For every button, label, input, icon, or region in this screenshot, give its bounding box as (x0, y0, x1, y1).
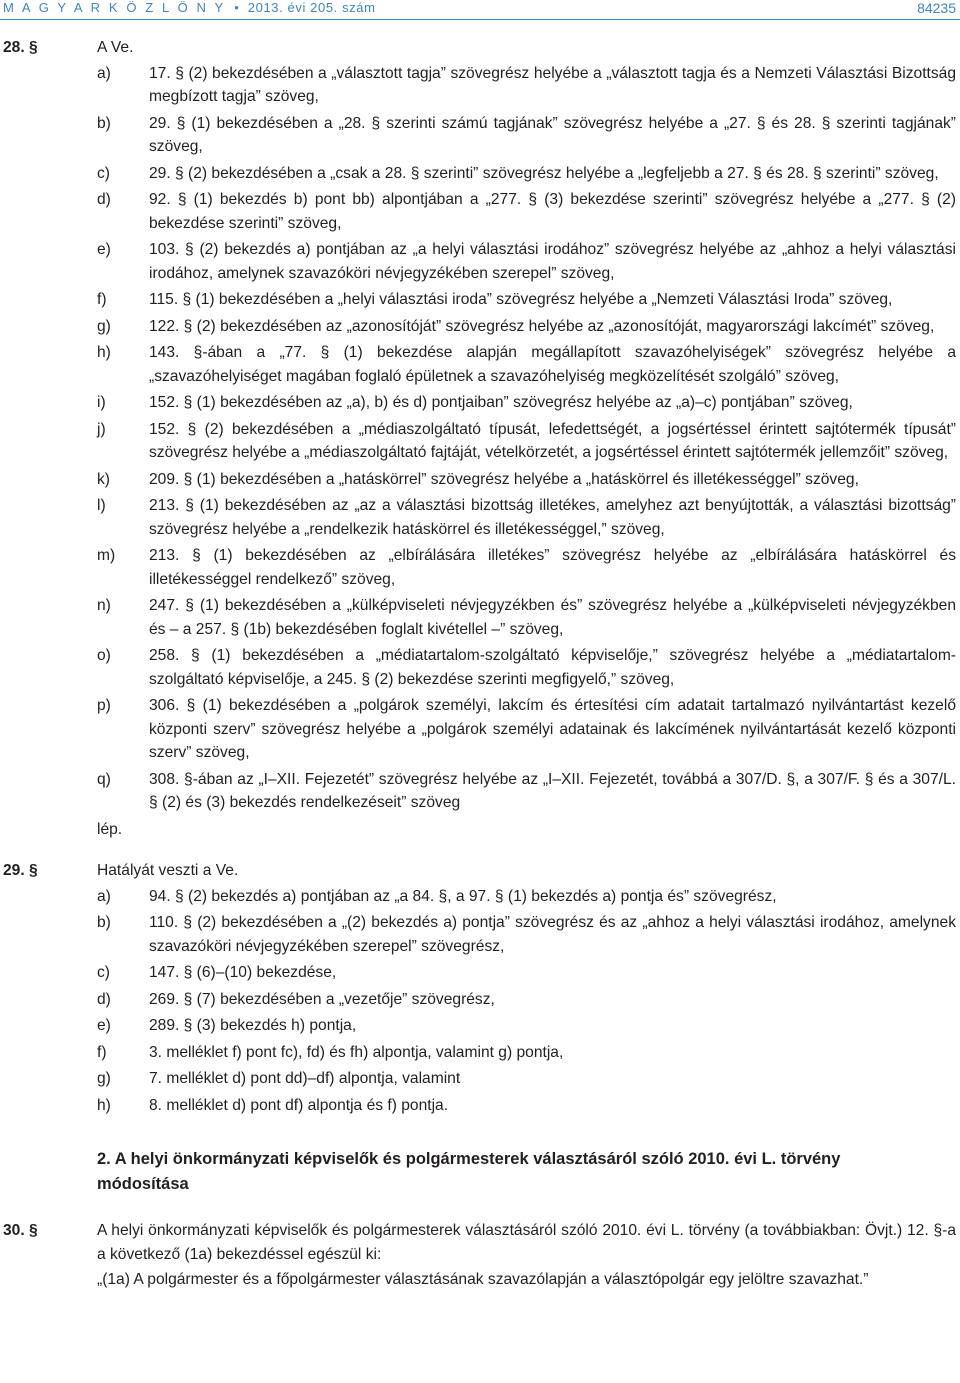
list-item (0, 112, 960, 159)
list-item-label: a) (97, 64, 111, 82)
list-item-text: 269. § (7) bekezdésében a „vezetője” szövegrész, (149, 990, 495, 1008)
section-30 (0, 1219, 960, 1292)
section-28-items (0, 62, 960, 815)
list-item-label: b) (97, 914, 111, 931)
list-item (0, 494, 960, 541)
list-item-label: j) (97, 420, 106, 438)
document-body (0, 36, 960, 1292)
list-item-text: 147. § (6)–(10) bekezdése, (149, 964, 337, 981)
section-number: 28. § (3, 39, 38, 56)
list-item (0, 694, 960, 765)
list-item (0, 594, 960, 641)
list-item-text: 92. § (1) bekezdés b) pont bb) alpontjában a „277. § (3) bekezdése szerinti” szövegrész helyébe a „277. § (2) bekezdése szerinti” szöveg, (149, 191, 956, 232)
header-separator: • (229, 0, 244, 15)
section-text: A helyi önkormányzati képviselők és polgármesterek választásáról szóló 2010. évi L. törvény (a továbbiakban: Övjt.) 12. §-a a következő (1a) bekezdéssel egészül ki: (97, 1222, 956, 1263)
list-item-text: 213. § (1) bekezdésében az „elbírálására illetékes” szövegrész helyébe az „elbírálására hatáskörrel és illetékességgel rendelkező” szöveg, (149, 547, 956, 588)
list-item (0, 315, 960, 339)
section-29-items (0, 885, 960, 1118)
list-item-label: a) (97, 887, 111, 905)
list-item-label: c) (97, 164, 110, 182)
section-intro: A Ve. (97, 39, 134, 56)
list-item-text: 289. § (3) bekezdés h) pontja, (149, 1017, 357, 1034)
list-item (0, 768, 960, 815)
chapter-subheading: 2. A helyi önkormányzati képviselők és polgármesterek választásáról szóló 2010. évi L. törvény módosítása (97, 1150, 841, 1193)
list-item (0, 391, 960, 415)
list-item-text: 29. § (2) bekezdésében a „csak a 28. § szerinti” szövegrész helyébe a „legfeljebb a 27. § és 28. § szerinti” szöveg, (149, 164, 939, 182)
section-closing: lép. (97, 820, 123, 838)
list-item-text: 152. § (2) bekezdésében a „médiaszolgáltató típusát, lefedettségét, a jogsértéssel érintett sajtótermék típusát” szövegrész helyébe a „médiaszolgáltató fajtáját, vételkörzetét, a jogsértéssel érintett sajtótermék jellemzőit” szöveg, (149, 420, 956, 461)
list-item-label: i) (97, 394, 106, 411)
section-28 (0, 36, 960, 60)
page-header (0, 0, 960, 20)
section-number: 29. § (3, 862, 38, 879)
list-item-text: 8. melléklet d) pont df) alpontja és f) pontja. (149, 1096, 449, 1114)
list-item-text: 29. § (1) bekezdésében a „28. § szerinti számú tagjának” szövegrész helyébe a „27. § és 28. § szerinti tagjának” szöveg, (149, 114, 956, 155)
header-rule (0, 19, 960, 20)
list-item-text: 103. § (2) bekezdés a) pontjában az „a helyi választási irodához” szövegrész helyébe az „ahhoz a helyi választási irodához, amelynek szavazóköri névjegyzékében szerepel” szöveg, (149, 241, 956, 282)
page-number: 84235 (917, 0, 956, 16)
list-item (0, 62, 960, 109)
section-quote: „(1a) A polgármester és a főpolgármester választásának szavazólapján a választópolgár egy jelöltre szavazhat.” (97, 1271, 869, 1288)
list-item-text: 209. § (1) bekezdésében a „hatáskörrel” szövegrész helyébe a „hatáskörrel és illetékességgel” szöveg, (149, 470, 859, 488)
list-item-text: 17. § (2) bekezdésében a „választott tagja” szövegrész helyébe a „választott tagja és a Nemzeti Választási Bizottság megbízott tagja” szöveg, (149, 64, 956, 105)
list-item (0, 644, 960, 691)
list-item (0, 544, 960, 591)
list-item (0, 341, 960, 388)
list-item (0, 911, 960, 958)
list-item-label: l) (97, 497, 106, 514)
list-item (0, 188, 960, 235)
list-item (0, 885, 960, 909)
list-item-label: k) (97, 470, 110, 488)
list-item-text: 3. melléklet f) pont fc), fd) és fh) alpontja, valamint g) pontja, (149, 1043, 564, 1061)
list-item-text: 247. § (1) bekezdésében a „külképviseleti névjegyzékben és” szövegrész helyébe a „külképviseleti névjegyzékben és – a 257. § (1b) bekezdésében foglalt kivétellel –” szöveg, (149, 597, 956, 638)
list-item-label: f) (97, 291, 107, 308)
list-item-label: h) (97, 1096, 111, 1114)
list-item-text: 258. § (1) bekezdésében a „médiatartalom-szolgáltató képviselője,” szövegrész helyébe a „médiatartalom-szolgáltató képviselője, a 245. § (2) bekezdése szerinti megfigyelő,” szöveg, (149, 647, 956, 688)
issue-label: 2013. évi 205. szám (247, 0, 376, 15)
list-item-text: 308. §-ában az „I–XII. Fejezetét” szövegrész helyébe az „I–XII. Fejezetét, továbbá a 307/D. §, a 307/F. § és a 307/L. § (2) és (3) bekezdés rendelkezéseit” szöveg (149, 770, 956, 811)
list-item-label: h) (97, 344, 111, 361)
section-29 (0, 859, 960, 883)
list-item-text: 213. § (1) bekezdésében az „az a választási bizottság illetékes, amelyhez azt benyújtották, a választási bizottság” szövegrész helyébe a „rendelkezik hatáskörrel és illetékességgel,” szöveg, (149, 497, 956, 538)
section-number: 30. § (3, 1222, 38, 1239)
list-item (0, 1041, 960, 1065)
list-item (0, 418, 960, 465)
list-item-text: 115. § (1) bekezdésében a „helyi választási iroda” szövegrész helyébe a „Nemzeti Választási Iroda” szöveg, (149, 291, 893, 308)
list-item-label: c) (97, 964, 110, 981)
list-item-label: o) (97, 647, 111, 664)
list-item-label: n) (97, 597, 111, 614)
list-item (0, 1094, 960, 1118)
list-item (0, 288, 960, 312)
list-item-text: 122. § (2) bekezdésében az „azonosítóját” szövegrész helyébe az „azonosítóját, magyarországi lakcímét” szöveg, (149, 317, 935, 335)
list-item-text: 306. § (1) bekezdésében a „polgárok személyi, lakcím és értesítési cím adatait tartalmazó nyilvántartást kezelő központi szerv” szövegrész helyébe a „polgárok személyi adatainak és lakcímének nyilvántartását kezelő központi szerv” szöveg, (149, 697, 956, 761)
list-item-label: e) (97, 241, 111, 258)
list-item-label: d) (97, 990, 111, 1008)
list-item (0, 1067, 960, 1091)
list-item (0, 1014, 960, 1038)
list-item-text: 152. § (1) bekezdésében az „a), b) és d) pontjaiban” szövegrész helyébe az „a)–c) pontjában” szöveg, (149, 394, 853, 411)
list-item-label: q) (97, 770, 111, 788)
list-item (0, 988, 960, 1012)
list-item-label: p) (97, 697, 111, 714)
list-item-text: 143. §-ában a „77. § (1) bekezdése alapján megállapított szavazóhelyiségek” szövegrész helyébe a „szavazóhelyiséget magában foglaló épületnek a szavazóhelyiség megközelítését szolgáló” szöveg, (149, 344, 956, 385)
list-item (0, 468, 960, 492)
header-publication-line (3, 0, 376, 16)
list-item-text: 110. § (2) bekezdésében a „(2) bekezdés a) pontja” szövegrész és az „ahhoz a helyi választási irodához, amelynek szavazóköri névjegyzékében szerepel” szövegrész, (149, 914, 956, 955)
list-item-text: 7. melléklet d) pont dd)–df) alpontja, valamint (149, 1070, 461, 1087)
list-item-label: e) (97, 1017, 111, 1034)
list-item (0, 238, 960, 285)
publication-title: M A G Y A R K Ö Z L Ö N Y (3, 0, 226, 15)
list-item-text: 94. § (2) bekezdés a) pontjában az „a 84. §, a 97. § (1) bekezdés a) pontja és” szövegrész, (149, 887, 777, 905)
list-item (0, 961, 960, 985)
list-item-label: g) (97, 317, 111, 335)
list-item (0, 162, 960, 186)
list-item-label: b) (97, 114, 111, 132)
list-item-label: m) (97, 547, 116, 564)
list-item-label: d) (97, 191, 111, 208)
list-item-label: f) (97, 1043, 107, 1061)
list-item-label: g) (97, 1070, 111, 1087)
section-intro: Hatályát veszti a Ve. (97, 862, 239, 879)
